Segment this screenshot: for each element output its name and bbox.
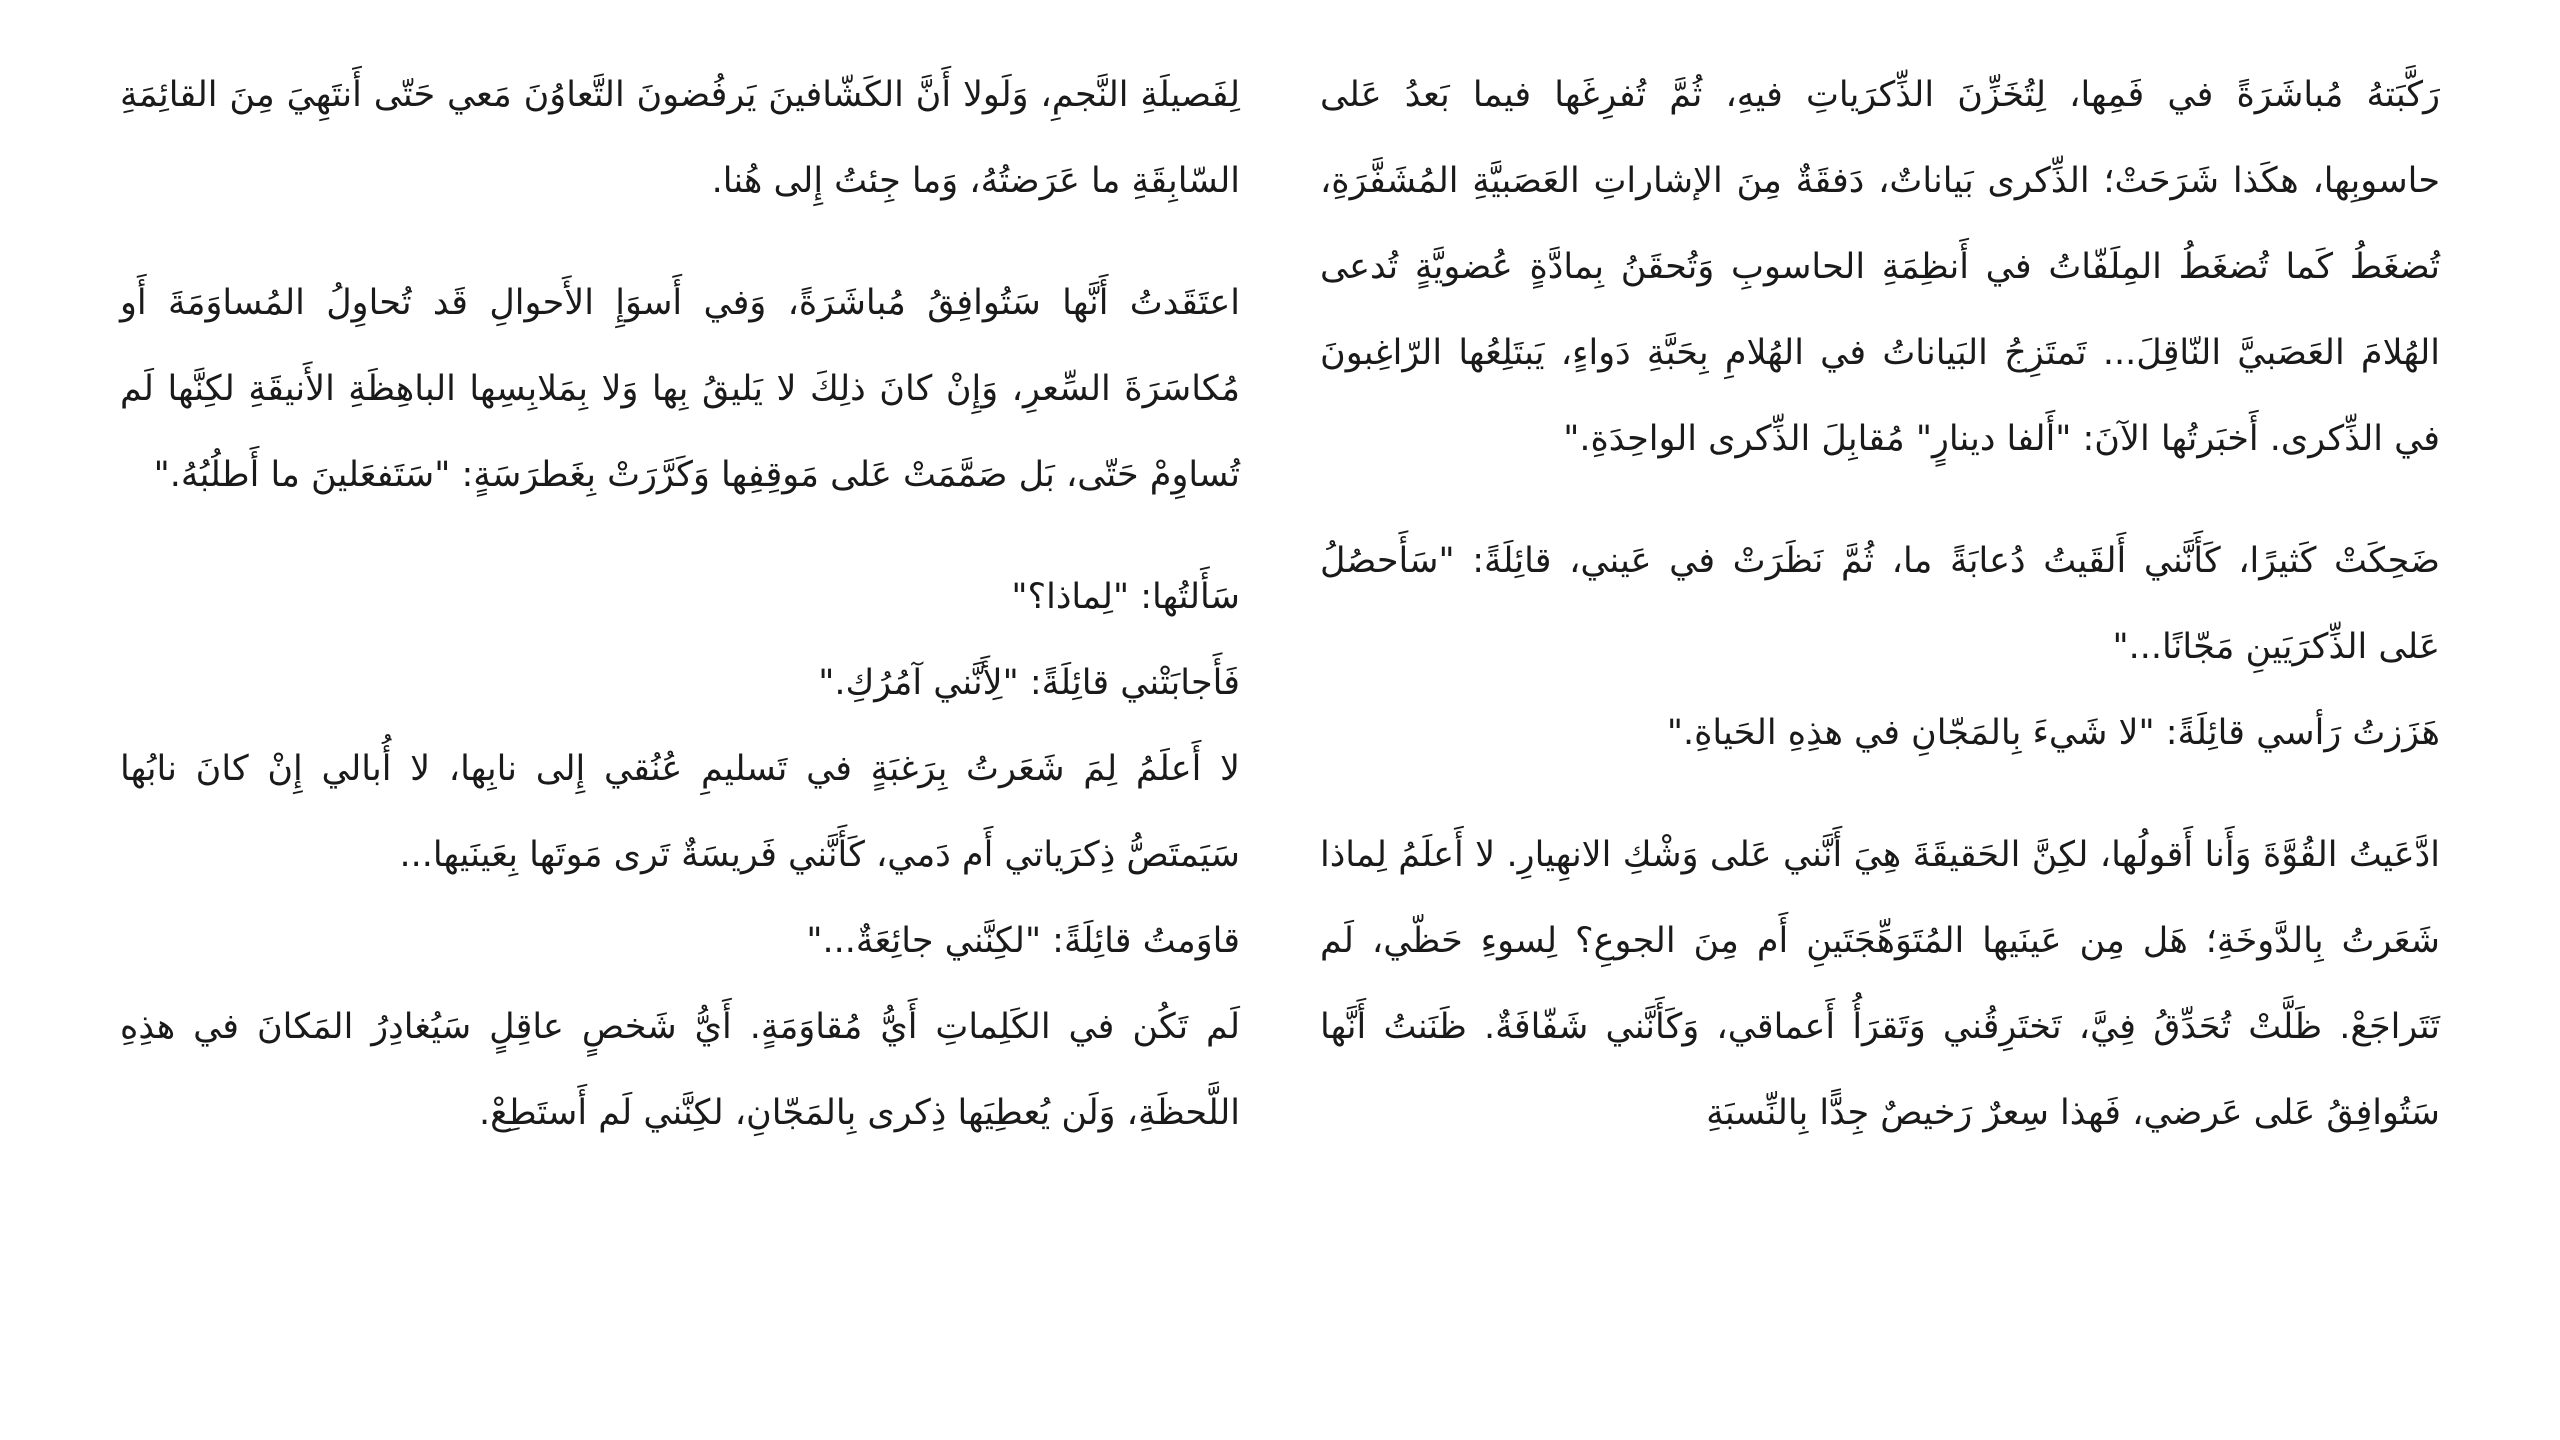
paragraph-she-laughed: ضَحِكَتْ كَثيرًا، كَأَنَّني أَلقَيتُ دُعابَةً ما، ثُمَّ نَظَرَتْ في عَيني، قائِلَةً: "سَأَحصُلُ عَلى الذِّكرَيَينِ مَجّانًا..." (1320, 541, 2440, 667)
paragraph-star-species: لِفَصيلَةِ النَّجمِ، وَلَولا أَنَّ الكَشّافينَ يَرفُضونَ التَّعاوُنَ مَعي حَتّى أَنتَهِيَ مِنَ القائِمَةِ السّابِقَةِ ما عَرَضتُهُ، وَما جِئتُ إِلى هُنا. (120, 75, 1240, 201)
paragraph-expected-agreement: اعتَقَدتُ أَنَّها سَتُوافِقُ مُباشَرَةً، وَفي أَسوَإِ الأَحوالِ قَد تُحاوِلُ المُساوَمَةَ أَو مُكاسَرَةَ السِّعرِ، وَإِنْ كانَ ذلِكَ لا يَليقُ بِها وَلا بِمَلابِسِها الباهِظَةِ الأَنيقَةِ لكِنَّها لَم تُساوِمْ حَتّى، بَل صَمَّمَتْ عَلى مَوقِفِها وَكَرَّرَتْ بِغَطرَسَةٍ: "سَتَفعَلينَ ما أَطلُبُهُ." (120, 283, 1240, 495)
paragraph-neck-surrender: لا أَعلَمُ لِمَ شَعَرتُ بِرَغبَةٍ في تَسليمِ عُنُقي إِلى نابِها، لا أُبالي إِنْ كانَ نابُها سَيَمتَصُّ ذِكرَياتي أَم دَمي، كَأَنَّني فَريسَةٌ تَرى مَوتَها بِعَينَيها... (120, 749, 1240, 875)
paragraph-she-answered: فَأَجابَتْني قائِلَةً: "لِأَنَّني آمُرُكِ." (818, 663, 1240, 703)
paragraph-resisted-hungry: قاوَمتُ قائِلَةً: "لكِنَّني جائِعَةٌ..." (806, 921, 1240, 961)
paragraph-asked-why: سَأَلتُها: "لِماذا؟" (1011, 577, 1240, 617)
paragraph-pretended-strength: ادَّعَيتُ القُوَّةَ وَأَنا أَقولُها، لكِنَّ الحَقيقَةَ هِيَ أَنَّني عَلى وَشْكِ الانهِيارِ. لا أَعلَمُ لِماذا شَعَرتُ بِالدَّوخَةِ؛ هَل مِن عَينَيها المُتَوَهِّجَتَينِ أَم مِنَ الجوعِ؟ لِسوءِ حَظّي، لَم تَتَراجَعْ. ظَلَّتْ تُحَدِّقُ فِيَّ، تَختَرِقُني وَتَقرَأُ أَعماقي، وَكَأَنَّني شَفّافَةٌ. ظَنَنتُ أَنَّها سَتُوافِقُ عَلى عَرضي، فَهذا سِعرٌ رَخيصٌ جِدًّا بِالنِّسبَةِ (1320, 835, 2440, 1133)
right-page-column (1320, 52, 2440, 1156)
paragraph-no-resistance: لَم تَكُن في الكَلِماتِ أَيُّ مُقاوَمَةٍ. أَيُّ شَخصٍ عاقِلٍ سَيُغادِرُ المَكانَ في هذِهِ اللَّحظَةِ، وَلَن يُعطِيَها ذِكرى بِالمَجّانِ، لكِنَّني لَم أَستَطِعْ. (120, 1007, 1240, 1133)
paragraph-chip-explanation: رَكَّبَتهُ مُباشَرَةً في فَمِها، لِتُخَزِّنَ الذِّكرَياتِ فيهِ، ثُمَّ تُفرِغَها فيما بَعدُ عَلى حاسوبِها، هكَذا شَرَحَتْ؛ الذِّكرى بَياناتٌ، دَفقَةٌ مِنَ الإشاراتِ العَصَبيَّةِ المُشَفَّرَةِ، تُضغَطُ كَما تُضغَطُ المِلَفّاتُ في أَنظِمَةِ الحاسوبِ وَتُحقَنُ بِمادَّةٍ عُضويَّةٍ تُدعى الهُلامَ العَصَبيَّ النّاقِلَ... تَمتَزِجُ البَياناتُ في الهُلامِ بِحَبَّةِ دَواءٍ، يَبتَلِعُها الرّاغِبونَ في الذِّكرى. أَخبَرتُها الآنَ: "أَلفا دينارٍ" مُقابِلَ الذِّكرى الواحِدَةِ." (1320, 75, 2440, 459)
paragraph-nothing-free: هَزَزتُ رَأسي قائِلَةً: "لا شَيءَ بِالمَجّانِ في هذِهِ الحَياةِ." (1666, 713, 2440, 753)
left-page-column (120, 52, 1240, 1156)
